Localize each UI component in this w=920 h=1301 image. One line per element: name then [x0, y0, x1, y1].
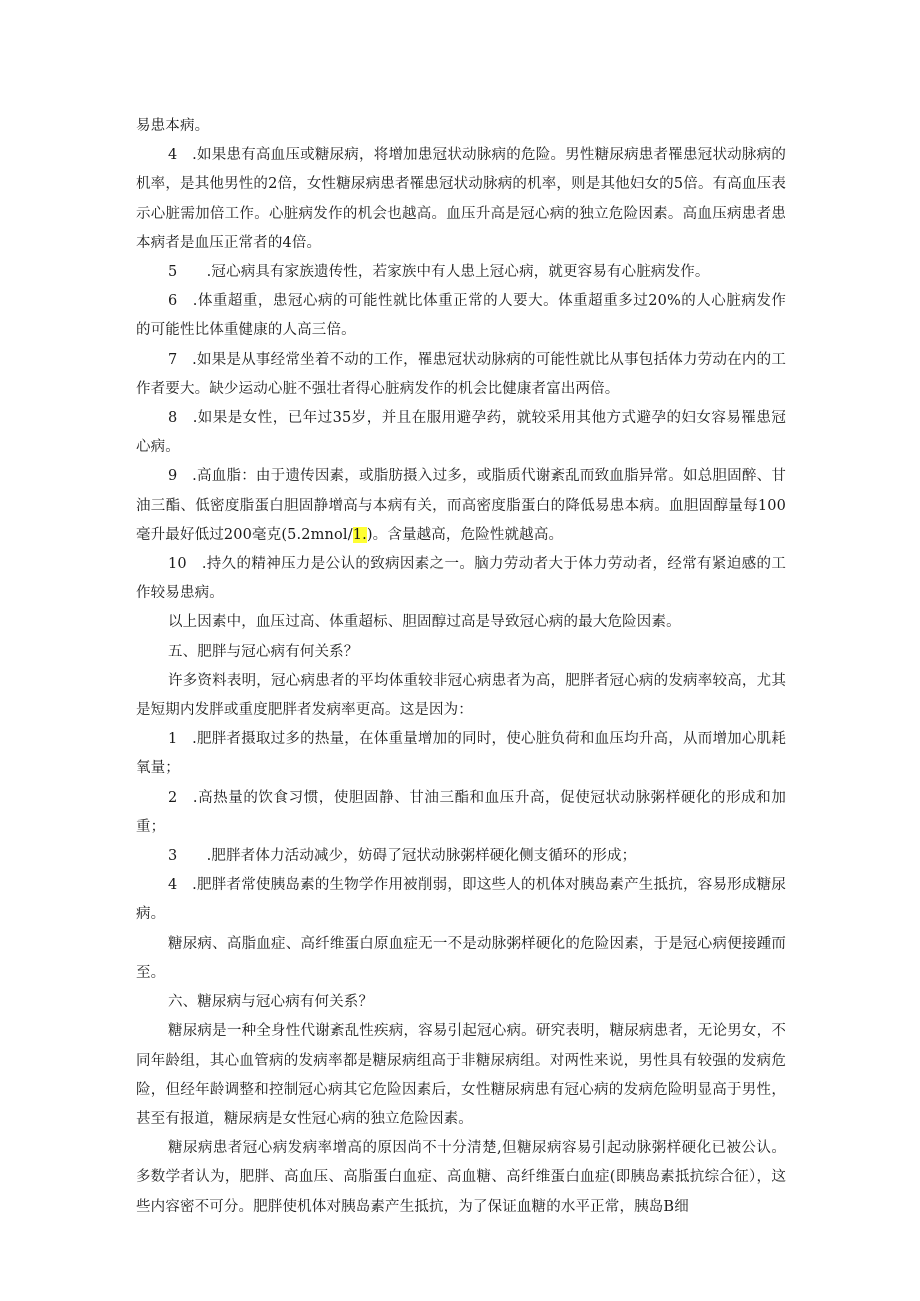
paragraph-obesity-1: 1 .肥胖者摄取过多的热量，在体重量增加的同时，使心脏负荷和血压均升高，从而增加心肌耗氧量；: [136, 731, 786, 777]
paragraph-obesity-conclusion: 糖尿病、高脂血症、高纤维蛋白原血症无一不是动脉粥样硬化的危险因素，于是冠心病便接踵而至。: [136, 935, 786, 981]
section-heading-obesity: 五、肥胖与冠心病有何关系？: [168, 643, 359, 660]
paragraph-item-9: [136, 462, 786, 550]
highlighted-text: 1.: [352, 526, 367, 543]
paragraph-obesity-4: 4 .肥胖者常使胰岛素的生物学作用被削弱，即这些人的机体对胰岛素产生抵抗，容易形成糖尿病。: [136, 877, 786, 923]
section-heading-diabetes: 六、糖尿病与冠心病有何关系？: [168, 994, 374, 1011]
paragraph-obesity-3: 3 .肥胖者体力活动减少，妨碍了冠状动脉粥样硬化侧支循环的形成；: [168, 848, 637, 865]
paragraph-item-9-text: 9 .高血脂：由于遗传因素，或脂肪摄入过多，或脂质代谢紊乱而致血脂异常。如总胆固醉、甘油三酯、低密度脂蛋白胆固静增高与本病有关，而高密度脂蛋白的降低易患本病。血胆固醇量每100毫升最好低过200毫克(5.2mnol/: [136, 468, 786, 543]
paragraph-item-4: 4 .如果患有高血压或糖尿病，将增加患冠状动脉病的危险。男性糖尿病患者罹患冠状动脉病的机率，是其他男性的2倍，女性糖尿病患者罹患冠状动脉病的机率，则是其他妇女的5倍。有高血压表示心脏需加倍工作。心脏病发作的机会也越高。血压升高是冠心病的独立危险因素。高血压病患者患本病者是血压正常者的4倍。: [136, 147, 786, 251]
paragraph-item-8: 8 .如果是女性，已年过35岁，并且在服用避孕药，就较采用其他方式避孕的妇女容易罹患冠心病。: [136, 410, 786, 456]
paragraph-continuation: 易患本病。: [136, 118, 210, 134]
paragraph-diabetes-2: 糖尿病患者冠心病发病率增高的原因尚不十分清楚,但糖尿病容易引起动脉粥样硬化已被公认。多数学者认为，肥胖、高血压、高脂蛋白血症、高血糖、高纤维蛋白血症(即胰岛素抵抗综合征），这些内容密不可分。肥胖使机体对胰岛素产生抵抗，为了保证血糖的水平正常，胰岛B细: [136, 1140, 786, 1215]
paragraph-item-7: 7 .如果是从事经常坐着不动的工作，罹患冠状动脉病的可能性就比从事包括体力劳动在内的工作者要大。缺少运动心脏不强壮者得心脏病发作的机会比健康者富出两倍。: [136, 351, 786, 397]
document-body: [136, 112, 786, 1222]
paragraph-obesity-2: 2 .高热量的饮食习惯，使胆固静、甘油三酯和血压升高，促使冠状动脉粥样硬化的形成和加重；: [136, 789, 786, 835]
paragraph-item-6: 6 .体重超重，患冠心病的可能性就比体重正常的人要大。体重超重多过20%的人心脏病发作的可能性比体重健康的人高三倍。: [136, 293, 786, 339]
paragraph-item-10: 10 .持久的精神压力是公认的致病因素之一。脑力劳动者大于体力劳动者，经常有紧迫感的工作较易患病。: [136, 556, 786, 602]
paragraph-obesity-intro: 许多资料表明，冠心病患者的平均体重较非冠心病患者为高，肥胖者冠心病的发病率较高，尤其是短期内发胖或重度肥胖者发病率更高。这是因为：: [136, 672, 786, 719]
paragraph-diabetes-1: 糖尿病是一种全身性代谢紊乱性疾病，容易引起冠心病。研究表明，糖尿病患者，无论男女，不同年龄组，其心血管病的发病率都是糖尿病组高于非糖尿病组。对两性来说，男性具有较强的发病危险，但经年龄调整和控制冠心病其它危险因素后，女性糖尿病患有冠心病的发病危险明显高于男性，甚至有报道，糖尿病是女性冠心病的独立危险因素。: [136, 1023, 786, 1127]
paragraph-item-9-tail: )。含量越高，危险性就越高。: [366, 526, 564, 543]
paragraph-item-5: 5 .冠心病具有家族遗传性，若家族中有人患上冠心病，就更容易有心脏病发作。: [168, 264, 710, 281]
paragraph-summary: 以上因素中，血压过高、体重超标、胆固醇过高是导致冠心病的最大危险因素。: [168, 614, 681, 631]
